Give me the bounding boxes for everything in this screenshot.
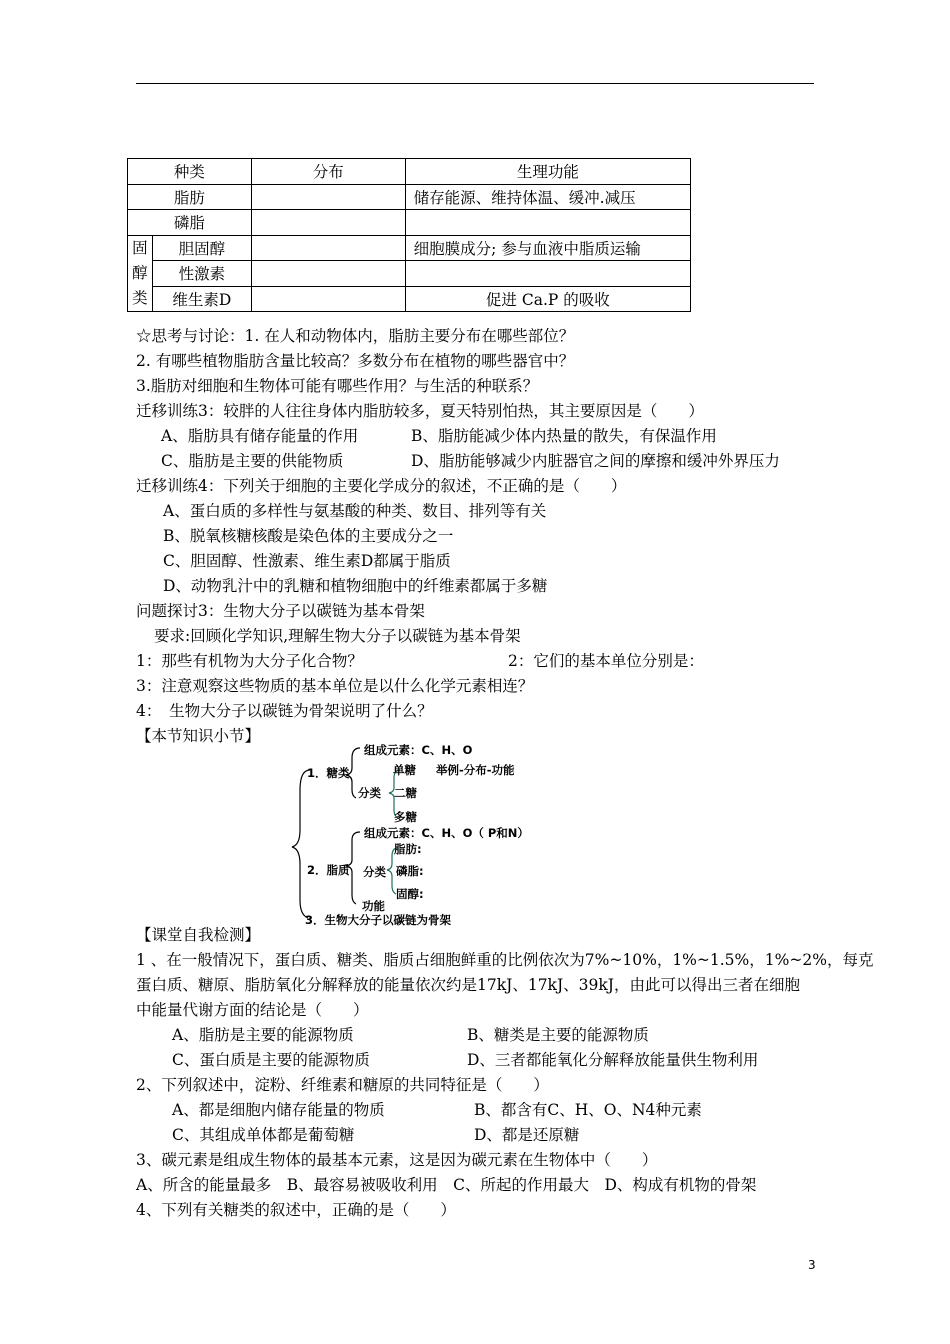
discussion-q3: 3.脂肪对细胞和生物体可能有哪些作用？与生活的种联系？ [136, 377, 539, 395]
problem-3-title: 问题探讨3：生物大分子以碳链为基本骨架 [136, 602, 425, 620]
lipid-classification: 分类 [363, 865, 386, 879]
q1-line-2: 蛋白质、糖原、脂肪氧化分解释放的能量依次约是17kJ、17kJ、39kJ，由此可以得出三者在细胞 [136, 976, 800, 994]
row-name: 脂肪 [128, 184, 252, 210]
row-distribution [251, 286, 405, 312]
sterol-group-label [128, 235, 153, 312]
row-function: 细胞膜成分; 参与血液中脂质运输 [405, 235, 690, 261]
header-function: 生理功能 [405, 159, 690, 185]
table-row [128, 235, 691, 261]
sterol-item: 固醇: [396, 887, 424, 901]
problem-3-q1: 1：那些有机物为大分子化合物？ [136, 652, 363, 670]
exercise-4-option-a: A、蛋白质的多样性与氨基酸的种类、数目、排列等有关 [163, 502, 547, 520]
exercise-3-option-a: A、脂肪具有储存能量的作用 [161, 427, 359, 445]
problem-3-q3: 3：注意观察这些物质的基本单位是以什么化学元素相连？ [136, 677, 534, 695]
exercise-3-stem: 迁移训练3：较胖的人往往身体内脂肪较多，夏天特别怕热，其主要原因是（ ） [136, 402, 704, 420]
self-check-title: 【课堂自我检测】 [136, 926, 261, 944]
header-distribution: 分布 [251, 159, 405, 185]
q2-option-b: B、都含有C、H、O、N4种元素 [474, 1101, 702, 1119]
row-function [405, 261, 690, 287]
q2-stem: 2、下列叙述中，淀粉、纤维素和糖原的共同特征是（ ） [136, 1076, 549, 1094]
group-char: 醇 [132, 263, 148, 282]
exercise-3-option-d: D、脂肪能够减少内脏器官之间的摩擦和缓冲外界压力 [411, 452, 780, 470]
row-distribution [251, 261, 405, 287]
row-name: 维生素D [152, 286, 251, 312]
sugar-classification: 分类 [358, 786, 381, 800]
group-char: 固 [132, 238, 148, 257]
problem-3-q4: 4： 生物大分子以碳链为骨架说明了什么？ [136, 702, 433, 720]
row-function: 储存能源、维持体温、缓冲.减压 [405, 184, 690, 210]
row-name: 性激素 [152, 261, 251, 287]
problem-3-q2: 2：它们的基本单位分别是： [508, 652, 704, 670]
discussion-q1: ☆思考与讨论：1. 在人和动物体内，脂肪主要分布在哪些部位？ [136, 327, 575, 345]
table-row [128, 261, 691, 287]
table-row [128, 210, 691, 236]
q3-stem: 3、碳元素是组成生物体的最基本元素，这是因为碳元素在生物体中（ ） [136, 1151, 658, 1169]
page-number: 3 [808, 1258, 816, 1272]
q1-line-1: 1 、在一般情况下，蛋白质、糖类、脂质占细胞鲜重的比例依次为7%~10%，1%~1.5%，1%~2%，每克 [136, 951, 874, 969]
q1-line-3: 中能量代谢方面的结论是（ ） [136, 1001, 369, 1019]
sugar-heading: 1．糖类 [307, 766, 350, 780]
disaccharide: 二糖 [394, 786, 417, 800]
q1-option-d: D、三者都能氧化分解释放能量供生物利用 [467, 1051, 759, 1069]
section-summary-title: 【本节知识小节】 [136, 727, 261, 745]
row-function [405, 210, 690, 236]
row-name: 磷脂 [128, 210, 252, 236]
table-row [128, 184, 691, 210]
row-function: 促进 Ca.P 的吸收 [405, 286, 690, 312]
q1-option-b: B、糖类是主要的能源物质 [467, 1026, 649, 1044]
q4-stem: 4、下列有关糖类的叙述中，正确的是（ ） [136, 1201, 456, 1219]
lipid-elements: 组成元素：C、H、O（ P和N） [364, 826, 529, 840]
table-header-row [128, 159, 691, 185]
exercise-4-stem: 迁移训练4：下列关于细胞的主要化学成分的叙述，不正确的是（ ） [136, 477, 627, 495]
exercise-4-option-b: B、脱氧核糖核酸是染色体的主要成分之一 [163, 527, 454, 545]
discussion-q2: 2. 有哪些植物脂肪含量比较高？多数分布在植物的哪些器官中？ [136, 352, 575, 370]
q1-option-a: A、脂肪是主要的能源物质 [172, 1026, 354, 1044]
q1-option-c: C、蛋白质是主要的能源物质 [172, 1051, 370, 1069]
fat-item: 脂肪: [394, 842, 422, 856]
row-distribution [251, 210, 405, 236]
macromolecule-heading: 3．生物大分子以碳链为骨架 [305, 913, 452, 927]
exercise-3-option-b: B、脂肪能减少体内热量的散失，有保温作用 [411, 427, 717, 445]
lipid-function: 功能 [362, 899, 385, 913]
polysaccharide: 多糖 [394, 810, 417, 824]
q3-options: A、所含的能量最多 B、最容易被吸收利用 C、所起的作用最大 D、构成有机物的骨架 [136, 1176, 757, 1194]
exercise-4-option-d: D、动物乳汁中的乳糖和植物细胞中的纤维素都属于多糖 [163, 577, 548, 595]
row-distribution [251, 184, 405, 210]
phospholipid-item: 磷脂: [396, 864, 424, 878]
lipid-table [127, 158, 691, 312]
header-rule [136, 83, 814, 84]
q2-option-c: C、其组成单体都是葡萄糖 [172, 1126, 355, 1144]
table-row [128, 286, 691, 312]
row-distribution [251, 235, 405, 261]
exercise-3-option-c: C、脂肪是主要的供能物质 [161, 452, 344, 470]
problem-3-requirement: 要求:回顾化学知识,理解生物大分子以碳链为基本骨架 [154, 627, 521, 645]
header-type: 种类 [128, 159, 252, 185]
group-char: 类 [132, 288, 148, 307]
exercise-4-option-c: C、胆固醇、性激素、维生素D都属于脂质 [163, 552, 451, 570]
monosaccharide: 单糖 [393, 763, 416, 777]
q2-option-a: A、都是细胞内储存能量的物质 [172, 1101, 385, 1119]
row-name: 胆固醇 [152, 235, 251, 261]
lipid-heading: 2．脂质 [307, 863, 350, 877]
sugar-elements: 组成元素：C、H、O [364, 743, 473, 757]
monosaccharide-note: 举例-分布-功能 [436, 763, 515, 777]
q2-option-d: D、都是还原糖 [474, 1126, 580, 1144]
